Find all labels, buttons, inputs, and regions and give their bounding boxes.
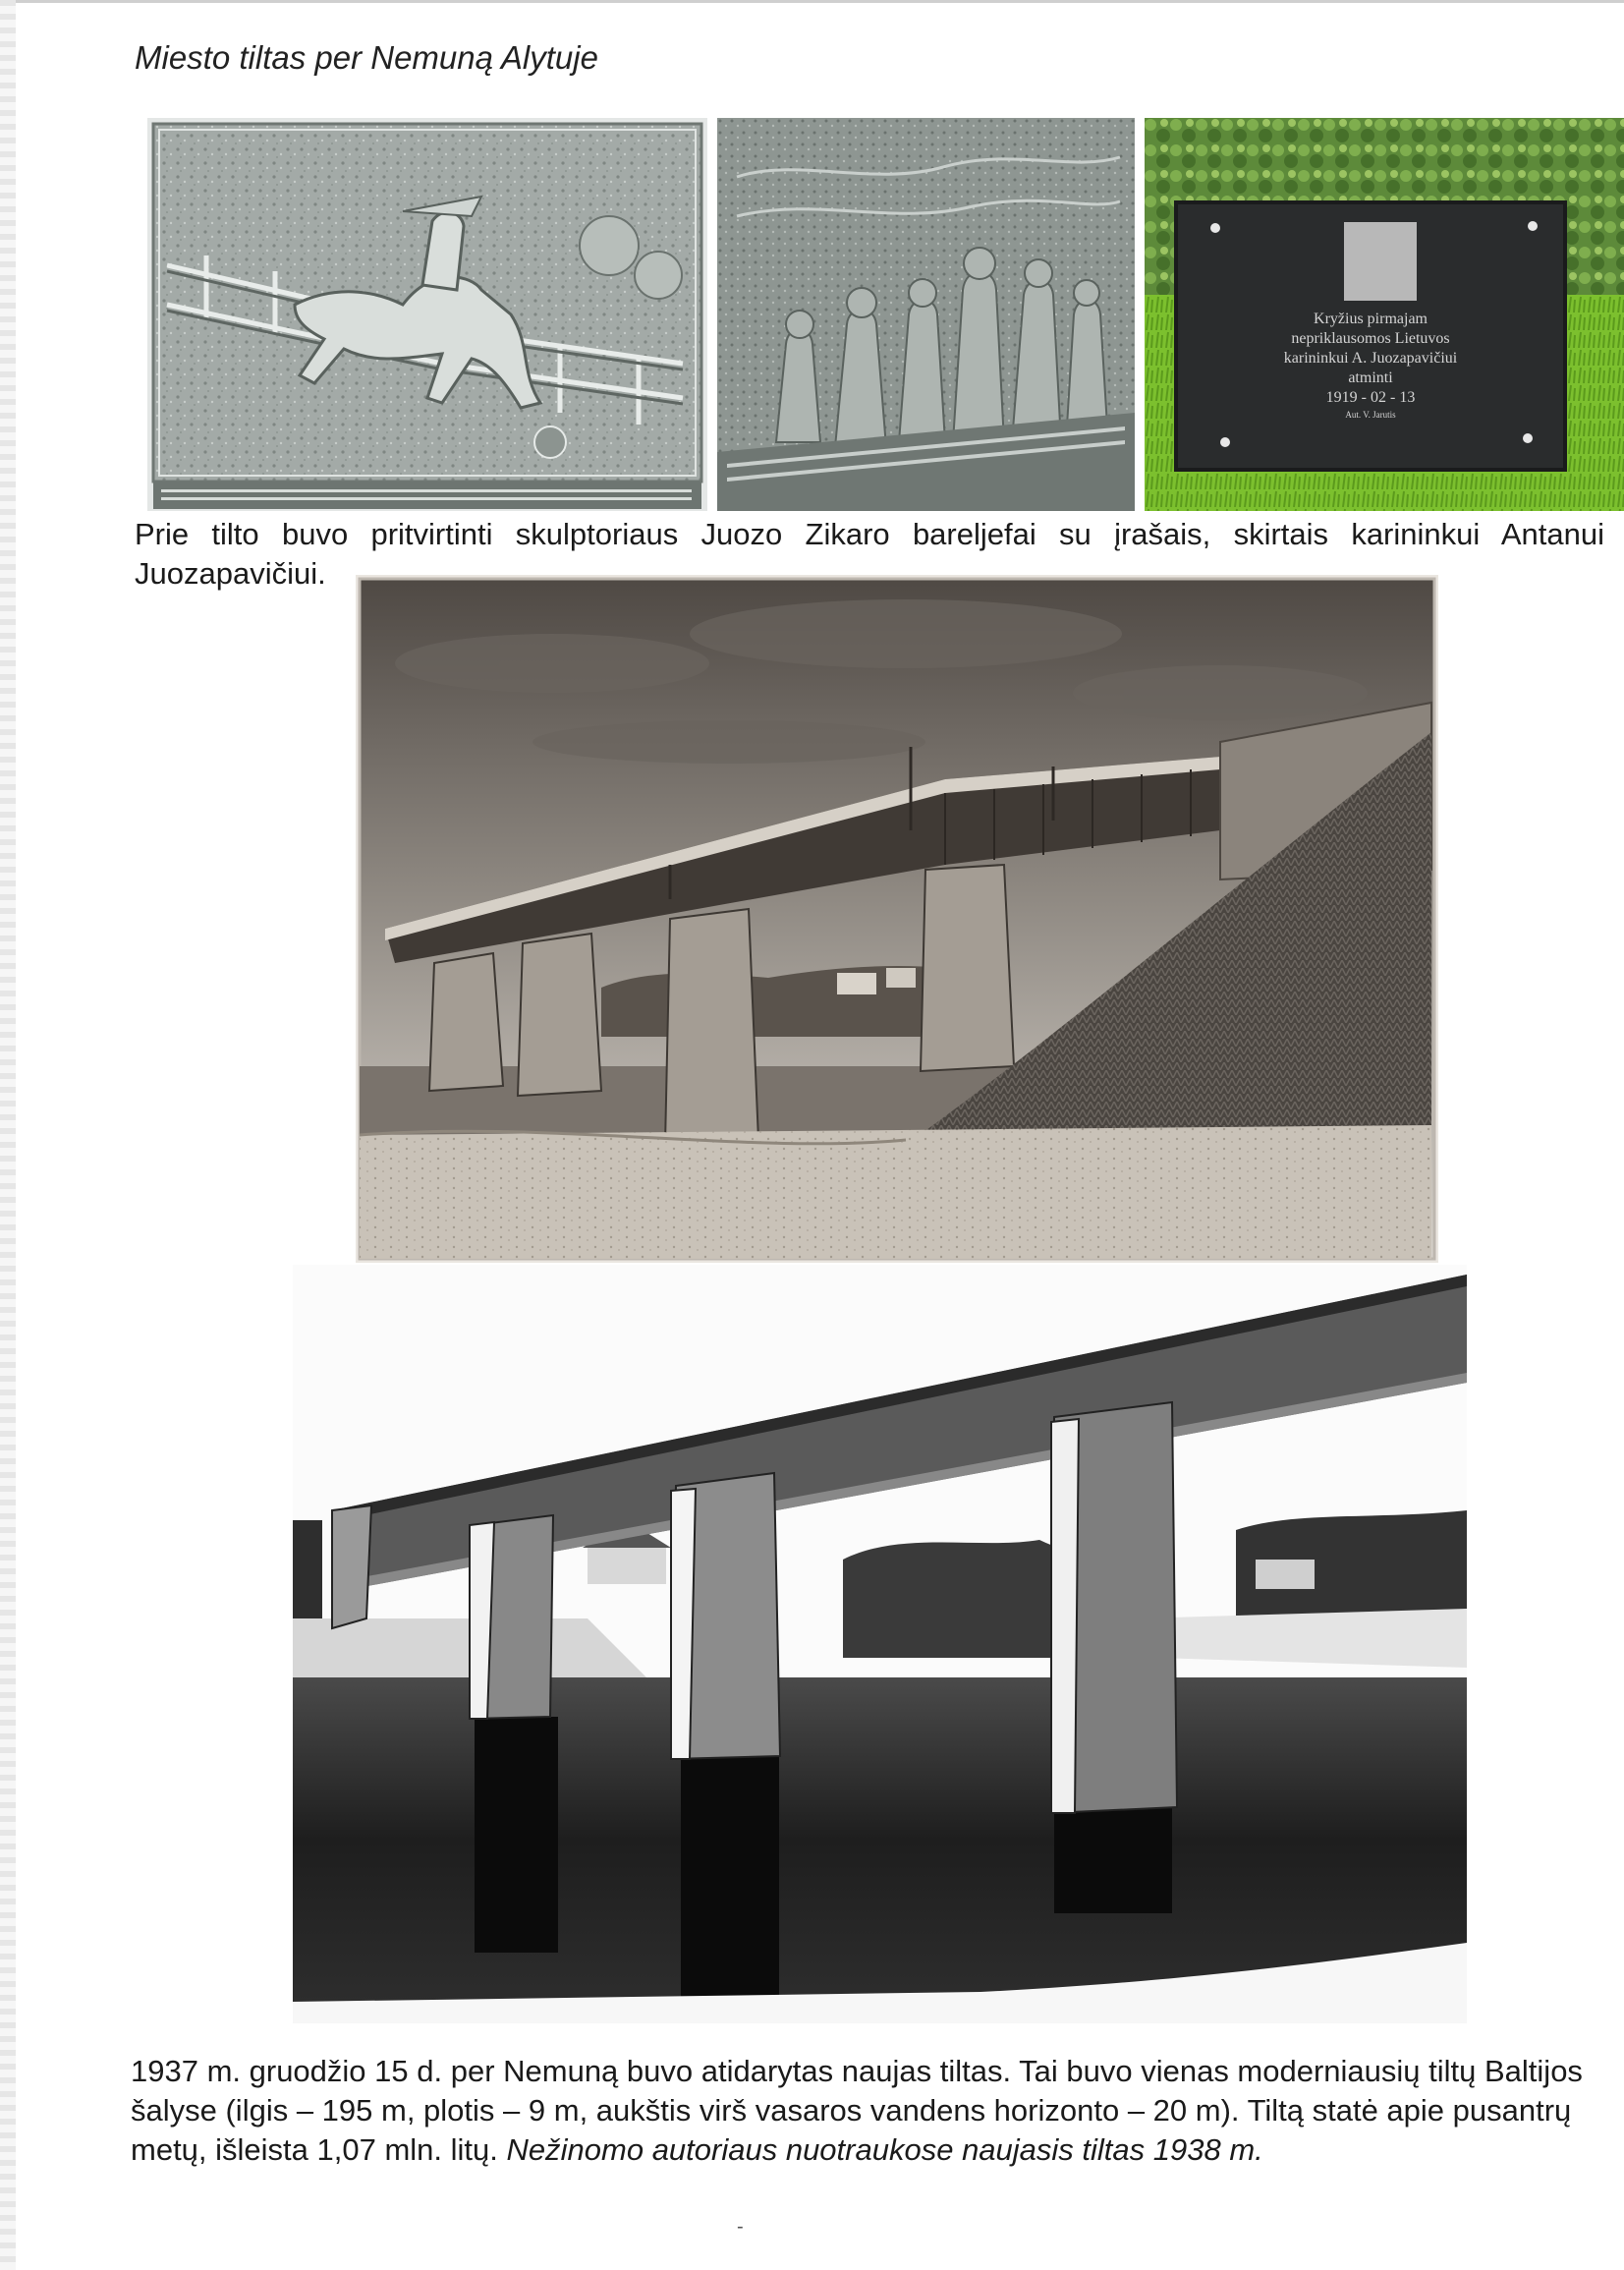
bridge-caption-italic: Nežinomo autoriaus nuotraukose naujasis tiltas 1938 m.	[506, 2132, 1263, 2167]
plaque-inscription	[1204, 310, 1538, 422]
plaque-line: Kryžius pirmajam	[1314, 311, 1428, 327]
plaque-date: 1919 - 02 - 13	[1325, 389, 1416, 406]
plaque-line: karininkui A. Juozapavičiui	[1283, 350, 1458, 367]
relief-photo-procession	[717, 118, 1135, 511]
reliefs-caption: Prie tilto buvo pritvirtinti skulptoriaus Juozo Zikaro bareljefai su įrašais, skirtais karininkui Antanui Juozapavičiui.	[135, 517, 1604, 591]
stray-mark: -	[737, 2216, 744, 2238]
plaque-author: Aut. V. Jarutis	[1345, 410, 1396, 420]
relief-photo-horseman	[147, 118, 707, 511]
bridge-photo-river-view	[293, 1265, 1467, 2023]
bridge-caption-text: 1937 m. gruodžio 15 d. per Nemuną buvo atidarytas naujas tiltas. Tai buvo vienas moderniausių tiltų Baltijos šalyse (ilgis – 195 m, plotis – 9 m, aukštis virš vasaros vandens horizonto – 20 m). Tiltą statė apie pusantrų metų, išleista 1,07 mln. litų.	[131, 2054, 1583, 2167]
binder-edge	[0, 0, 16, 2270]
memorial-plaque-photo	[1145, 118, 1624, 511]
page-title: Miesto tiltas per Nemuną Alytuje	[135, 39, 598, 76]
plaque-line: atminti	[1348, 369, 1393, 386]
plaque-line: nepriklausomos Lietuvos	[1291, 330, 1450, 347]
bridge-caption	[131, 2052, 1604, 2170]
bridge-photo-bank-view	[356, 575, 1438, 1263]
top-border	[0, 0, 1624, 3]
